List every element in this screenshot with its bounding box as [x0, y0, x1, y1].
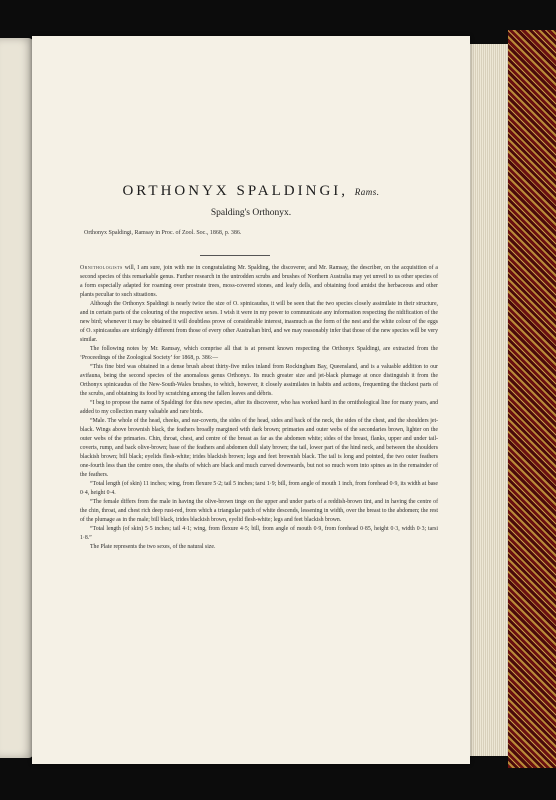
- page-title: [32, 183, 470, 200]
- title-main: ORTHONYX SPALDINGI,: [122, 183, 349, 199]
- paragraph: “I beg to propose the name of Spaldingi for this new species, after its discoverer, who has worked hard in the ornithological line for many years, and added to my collection many valuable and rare birds.: [80, 400, 438, 415]
- book-page: [32, 36, 470, 764]
- citation: Orthonyx Spaldingi, Ramsay in Proc. of Zool. Soc., 1868, p. 386.: [84, 230, 242, 236]
- paragraph: “This fine bird was obtained in a dense brush about thirty-five miles inland from Rockingham Bay, Queensland, and is a valuable addition to our avifauna, being the second species of the anomalous genus Orthonyx. Its much greater size and jet-black plumage at once distinguish it from the Orthonyx spinicaudus of the New-South-Wales brushes, to which, however, it closely assimilates in habits and actions, frequenting the thickest parts of the scrubs, and obtaining its food by scratching among the fallen leaves and débris.: [80, 364, 438, 397]
- lead-word: Ornithologists: [80, 265, 123, 271]
- paragraph: The following notes by Mr. Ramsay, which comprise all that is at present known respecting the Orthonyx Spaldingi, are extracted from the ‘Proceedings of the Zoological Society’ for 1868, p. 386:—: [80, 346, 438, 361]
- paragraph: Ornithologists will, I am sure, join with me in congratulating Mr. Spalding, the discoverer, and Mr. Ramsay, the describer, on the acquisition of a second species of this remarkable genus. Further research in the untrodden scrubs and brushes of Northern Australia may yet unveil to us other species of a form especially adapted for roaming over prostrate trees, moss-covered stones, and leafy dells, and obtaining food amidst the herbaceous and other plants peculiar to such situations.: [80, 265, 438, 298]
- paragraph: The Plate represents the two sexes, of the natural size.: [90, 544, 216, 550]
- page-stack-edge: [468, 44, 508, 756]
- paragraph: “The female differs from the male in having the olive-brown tinge on the upper and under parts of a reddish-brown tint, and in having the centre of the chin, throat, and chest rich deep rust-red, from which a triangular patch of white descends, lessening in width, over the breast to the abdomen; the rest of the plumage as in the male; bill black, irides blackish brown, eyelid flesh-white; legs and feet blackish brown.: [80, 499, 438, 523]
- book-cover-edge: [508, 30, 556, 768]
- paragraph: “Total length (of skin) 5·5 inches; tail 4·1; wing, from flexure 4·5; bill, from angle of mouth 0·9, from forehead 0·85, height 0·3, width 0·3; tarsi 1·8.”: [80, 526, 438, 541]
- facing-page-edge: [0, 38, 34, 758]
- paragraph: “Total length (of skin) 11 inches; wing, from flexure 5·2; tail 5 inches; tarsi 1·9; bill, from angle of mouth 1 inch, from forehead 0·9, its width at base 0·4, height 0·4.: [80, 481, 438, 496]
- page-subtitle: Spalding's Orthonyx.: [210, 208, 292, 218]
- body-text: [80, 264, 438, 552]
- paragraph: “Male. The whole of the head, cheeks, and ear-coverts, the sides of the head, sides and back of the neck, the sides of the chest, and the shoulders jet-black. Wings above brownish black, the feathers broadly margined with dark brown; primaries and outer webs of the secondaries brown, lighter on the outer webs of the primaries. Chin, throat, chest, and centre of the breast as far as the abdomen white; sides of the breast, flanks, upper and under tail-coverts, rump, and back olive-brown; base of the feathers and abdomen dull slaty brown; the tail, lower part of the hind neck, and between the shoulders blackish brown; bill black; eyelids flesh-white; irides blackish brown; legs and feet brownish black. The tail is long and pointed, the two outer feathers one-fourth less than the centre ones, the shafts of which are black and much curved downwards, but not so much worn into spines as in the remainder of the feathers.: [80, 418, 438, 478]
- divider-rule: [200, 255, 270, 256]
- title-author: Rams.: [354, 187, 380, 197]
- paragraph: Although the Orthonyx Spaldingi is nearly twice the size of O. spinicaudus, it will be seen that the two species closely assimilate in their structure, and in certain parts of the colouring of the respective sexes. I wish it were in my power to communicate any information respecting the nidification of the new bird; whenever it may be obtained it will doubtless prove of considerable interest, inasmuch as the form of the nest and the white colour of the eggs of O. spinicaudus are strikingly different from those of every other Australian bird, and we may reasonably infer that those of the new species will be very similar.: [80, 301, 438, 343]
